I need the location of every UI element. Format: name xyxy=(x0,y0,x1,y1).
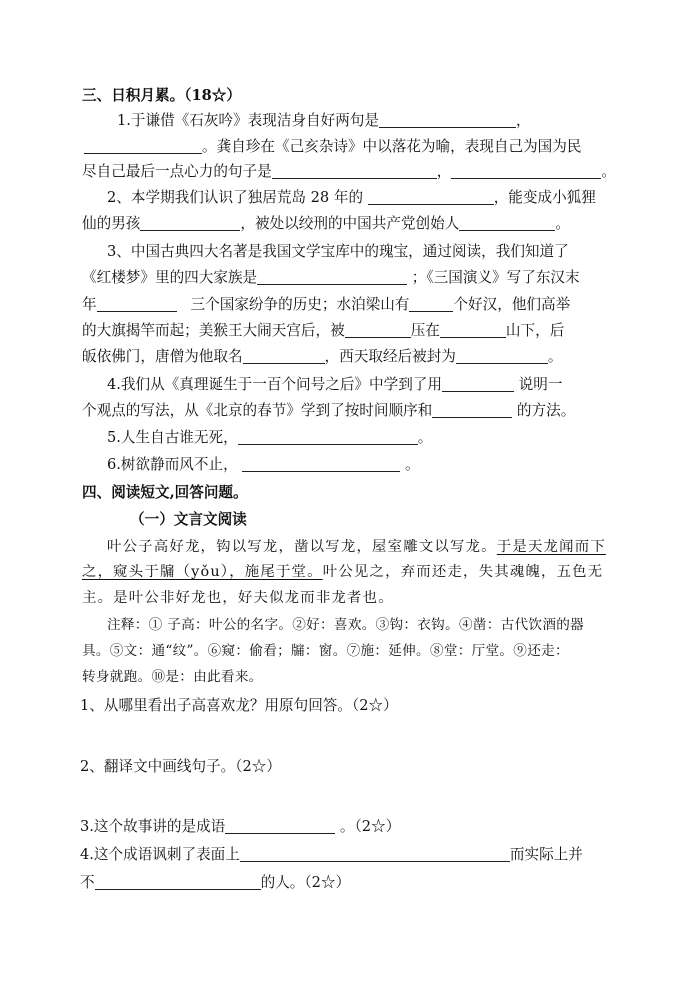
answer-blank[interactable] xyxy=(459,215,555,231)
q3-5-end: 。 xyxy=(417,429,433,446)
q3-3-end: 。 xyxy=(547,348,563,365)
answer-blank[interactable] xyxy=(345,322,411,338)
passage-line3: 主。是叶公非好龙也，好夫似龙而非龙者也。 xyxy=(82,590,394,606)
q3-2-text-c: 仙的男孩 xyxy=(82,215,141,232)
q3-1-text-b: 。龚自珍在《己亥杂诗》中以落花为喻，表现自己为国为民 xyxy=(202,138,582,155)
notes-line2: 具。⑤文：通“纹”。⑥窥：偷看；牖：窗。⑦施：延伸。⑧堂：厅堂。⑨还走： xyxy=(82,643,569,659)
q3-1-line2 xyxy=(84,137,581,157)
q3-4-text-c: 个观点的写法，从《北京的春节》学到了按时间顺序和 xyxy=(82,402,433,419)
answer-blank[interactable] xyxy=(225,818,335,834)
underlined-sentence: 之，窥头于牖（yǒu），施尾于堂。 xyxy=(82,564,323,580)
q3-1-line1 xyxy=(117,111,531,131)
answer-blank[interactable] xyxy=(240,846,510,862)
notes-line3: 转身就跑。⑩是：由此看来。 xyxy=(82,669,263,685)
q3-5-text: 5.人生自古谁无死， xyxy=(107,429,238,446)
q4-3-end: 。（2☆） xyxy=(339,818,401,835)
q3-6-text: 6.树欲静而风不止， xyxy=(107,456,238,473)
q3-5 xyxy=(107,428,432,448)
q3-2-line2 xyxy=(82,214,570,234)
q4-2: 2、翻译文中画线句子。（2☆） xyxy=(80,758,281,775)
answer-blank[interactable] xyxy=(432,402,512,418)
q3-2-text-a: 2、本学期我们认识了独居荒岛 28 年的 xyxy=(107,189,364,206)
q3-3-text-b: 《红楼梦》里的四大家族是 xyxy=(82,269,258,286)
q3-3-text-k: ，西天取经后被封为 xyxy=(324,348,456,365)
q3-3-line1: 3、中国古典四大名著是我国文学宝库中的瑰宝，通过阅读，我们知道了 xyxy=(107,243,569,260)
q3-1-end: 。 xyxy=(601,163,616,180)
section-4-subtitle: （一）文言文阅读 xyxy=(130,511,247,528)
q3-3-line2 xyxy=(82,268,580,288)
answer-blank[interactable] xyxy=(84,138,202,154)
q3-6 xyxy=(107,455,420,475)
q3-3-text-i: 山下，后 xyxy=(505,322,565,339)
answer-blank[interactable] xyxy=(243,348,325,364)
q3-1-comma: ， xyxy=(516,112,531,129)
section-4-title: 四、阅读短文,回答问题。 xyxy=(82,484,248,501)
q3-6-end: 。 xyxy=(404,456,420,473)
q3-4-text-b: 说明一 xyxy=(518,376,563,393)
answer-blank[interactable] xyxy=(97,296,177,312)
q3-4-line1 xyxy=(107,375,562,395)
q4-4-line2 xyxy=(80,873,350,893)
q3-3-text-j: 皈依佛门，唐僧为他取名 xyxy=(82,348,243,365)
q4-4-text-a: 4.这个成语讽刺了表面上 xyxy=(80,846,240,863)
answer-blank[interactable] xyxy=(95,874,261,890)
passage-line2 xyxy=(82,562,603,582)
q4-4-line1 xyxy=(80,845,583,865)
q4-1: 1、从哪里看出子高喜欢龙？用原句回答。（2☆） xyxy=(80,697,398,714)
q3-3-text-h: 压在 xyxy=(410,322,440,339)
q3-4-text-a: 4.我们从《真理诞生于一百个问号之后》中学到了用 xyxy=(107,376,442,393)
q3-2-end: 。 xyxy=(555,215,570,232)
notes-line1: 注释：① 子高：叶公的名字。②好：喜欢。③钩：衣钩。④凿：古代饮酒的器 xyxy=(107,617,585,633)
answer-blank[interactable] xyxy=(451,163,601,179)
q3-3-line4 xyxy=(82,321,564,341)
passage-line1 xyxy=(107,537,606,557)
q4-3 xyxy=(80,817,400,837)
q3-1-comma2: ， xyxy=(436,163,452,180)
underlined-sentence: 于是天龙闻而下 xyxy=(496,539,606,555)
answer-blank[interactable] xyxy=(379,112,516,128)
q3-2-text-d: ，被处以绞刑的中国共产党创始人 xyxy=(240,215,460,232)
q3-3-text-f: 个好汉，他们高举 xyxy=(453,296,571,313)
q3-3-line5 xyxy=(82,347,563,367)
q3-2-text-b: ，能变成小狐狸 xyxy=(493,189,596,206)
answer-blank[interactable] xyxy=(442,376,514,392)
answer-blank[interactable] xyxy=(440,322,506,338)
passage-text: 叶公见之，弃而还走，失其魂魄，五色无 xyxy=(322,564,604,580)
answer-blank[interactable] xyxy=(238,429,418,445)
q3-4-text-d: 的方法。 xyxy=(516,402,576,419)
q4-4-text-d: 的人。（2☆） xyxy=(260,874,351,891)
answer-blank[interactable] xyxy=(409,296,453,312)
q3-1-line3 xyxy=(82,162,616,182)
q3-3-text-e: 三个国家纷争的历史；水泊梁山有 xyxy=(190,296,410,313)
passage-text: 叶公子高好龙，钩以写龙，凿以写龙，屋室雕文以写龙。 xyxy=(107,539,497,555)
answer-blank[interactable] xyxy=(456,348,548,364)
answer-blank[interactable] xyxy=(140,215,240,231)
q3-1-text-c: 尽自己最后一点心力的句子是 xyxy=(82,163,272,180)
q4-3-text: 3.这个故事讲的是成语 xyxy=(80,818,226,835)
q3-4-line2 xyxy=(82,401,575,421)
section-3-title: 三、日积月累。（18☆） xyxy=(82,87,241,104)
q3-3-text-c: ；《三国演义》写了东汉末 xyxy=(411,269,580,286)
answer-blank[interactable] xyxy=(368,189,494,205)
q3-1-text-a: 1.于谦借《石灰吟》表现洁身自好两句是 xyxy=(117,112,380,129)
q3-3-text-d: 年 xyxy=(82,296,97,313)
q3-3-text-g: 的大旗揭竿而起；美猴王大闹天宫后，被 xyxy=(82,322,345,339)
q3-2-line1 xyxy=(107,188,596,208)
q4-4-text-b: 而实际上并 xyxy=(509,846,583,863)
answer-blank[interactable] xyxy=(257,269,407,285)
q3-3-line3 xyxy=(82,295,570,315)
answer-blank[interactable] xyxy=(242,456,400,472)
q4-4-text-c: 不 xyxy=(80,874,95,891)
answer-blank[interactable] xyxy=(272,163,437,179)
